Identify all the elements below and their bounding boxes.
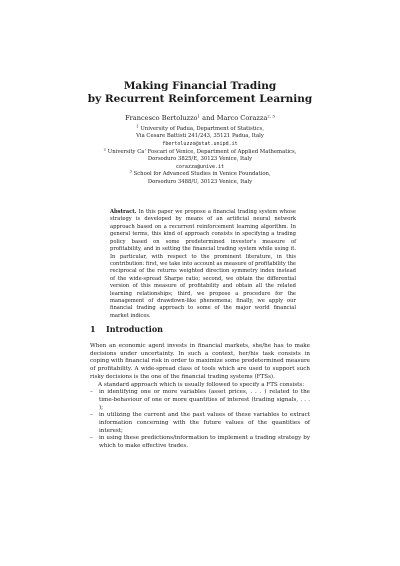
author-list — [0, 114, 400, 122]
author-name: Marco Corazza — [216, 114, 268, 122]
body-text — [90, 343, 310, 451]
author-affiliation-mark: 2, 3 — [267, 113, 275, 119]
list-item-text: in utilizing the current and the past values of these variables to extract information concerning with the future values of the quantities of interest; — [99, 412, 310, 434]
title-line-1: Making Financial Trading — [123, 80, 277, 92]
author-name: Francesco Bertoluzzo — [125, 114, 198, 122]
affiliation-line: Dorsoduro 3488/U, 30123 Venice, Italy — [147, 178, 253, 185]
affiliation-mark: 2 — [103, 146, 107, 152]
dash-bullet: – — [90, 435, 93, 442]
affiliation-line: School for Advanced Studies in Venice Foundation, — [133, 171, 271, 178]
list-item — [90, 389, 310, 412]
author-conjunction: and — [202, 114, 215, 122]
dash-bullet: – — [90, 412, 93, 419]
affiliation-email: fbertoluzzo@stat.unipd.it — [162, 140, 238, 147]
title-line-2: by Recurrent Reinforcement Learning — [87, 93, 313, 105]
section-heading — [90, 324, 163, 334]
affiliation-mark: 3 — [129, 168, 132, 174]
list-item — [90, 435, 310, 450]
list-item-text: in identifying one or more variables (asset prices, . . . ) related to the time-behaviour of one or more quantities of interest (trading signals, . . . ); — [99, 389, 310, 411]
affiliation-line: University of Padua, Department of Statistics, — [140, 126, 264, 132]
affiliation-list — [0, 123, 400, 187]
bullet-list — [90, 389, 310, 451]
affiliation — [0, 168, 400, 186]
paper-title — [0, 80, 400, 106]
list-item-text: in using these predictions/information to implement a trading strategy by which to make effective trades. — [99, 435, 310, 450]
abstract-text: In this paper we propose a financial trading system whose strategy is developed by means of an artificial neural network approach based on a recurrent reinforcement learning algorithm. In general terms, this kind of approach consists in specifying a trading policy based on some predetermined investor's measure of profitability, and in setting the financial trading system while using it. In particular, with respect to the prominent literature, in this contribution: first, we take into account as measure of profitability the reciprocal of the returns weighted direction symmetry index instead of the wide-spread Sharpe ratio; second, we obtain the differential version of this measure of profitability and obtain all the related learning relationships; third, we propose a procedure for the management of drawdown-like phenomena; finally, we apply our financial trading approach to some of the major world financial market indices. — [110, 209, 296, 319]
affiliation — [0, 123, 400, 148]
abstract — [110, 209, 296, 320]
affiliation-line: Dorsoduro 3825/E, 30123 Venice, Italy — [147, 156, 253, 163]
author-affiliation-mark: 1 — [197, 113, 201, 119]
abstract-label: Abstract. — [110, 209, 137, 215]
affiliation-mark: 1 — [136, 123, 139, 129]
affiliation-line: Via Cesare Battisti 241/243, 35121 Padua, Italy — [136, 133, 264, 140]
paragraph: A standard approach which is usually followed to specify a FTS consists: — [98, 381, 305, 388]
section-number: 1 — [90, 324, 96, 334]
dash-bullet: – — [90, 389, 93, 396]
affiliation-line: University Ca' Foscari of Venice, Department of Applied Mathematics, — [107, 148, 297, 155]
section-title: Introduction — [106, 324, 163, 334]
affiliation — [0, 146, 400, 171]
paragraph: When an economic agent invests in financial markets, she/he has to make decisions under uncertainty. In such a context, her/his task consists in coping with financial risk in order to maximize some predetermined measure of profitability. A wide-spread class of tools which are used to support such risky decisions is the one of the financial trading systems (FTSs). — [90, 343, 310, 380]
affiliation-email: corazza@unive.it — [175, 163, 225, 170]
list-item — [90, 412, 310, 435]
